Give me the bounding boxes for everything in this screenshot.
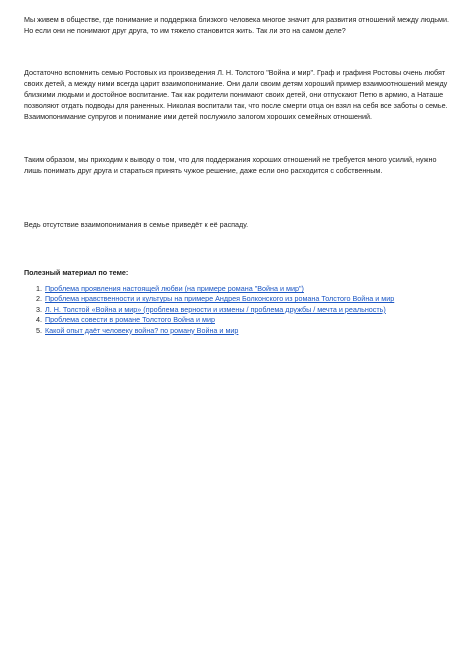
useful-link-5[interactable]: Какой опыт даёт человеку война? по роману Война и мир [45, 325, 239, 335]
useful-material-heading: Полезный материал по теме: [24, 268, 129, 277]
paragraph-final-remark: Ведь отсутствие взаимопонимания в семье приведёт к её распаду. [24, 220, 249, 229]
paragraph-conclusion: Таким образом, мы приходим к выводу о том, что для поддержания хороших отношений не требуется много усилий, нужно лишь понимать друг друга и стараться принять чужое решение, даже если оно расходится с собственным. [24, 155, 437, 175]
list-item [44, 326, 450, 336]
useful-material-list [24, 284, 450, 336]
list-item [44, 315, 450, 325]
useful-link-1[interactable]: Проблема проявления настоящей любви (на примере романа "Война и мир") [45, 284, 304, 293]
list-item [44, 284, 450, 294]
useful-link-2[interactable]: Проблема нравственности и культуры на примере Андрея Болконского из романа Толстого Война и мир [45, 294, 395, 304]
useful-link-4[interactable]: Проблема совести в романе Толстого Война и мир [45, 315, 215, 325]
paragraph-rostov-family: Достаточно вспомнить семью Ростовых из произведения Л. Н. Толстого "Война и мир". Граф и графиня Ростовы очень любят своих детей, а между ними всегда царит взаимопонимание. Они дали своим детям хороший пример взаимоотношений между близкими людьми и достойное воспитание. Так как родители понимают своих детей, они отпускают Петю в армию, а Наташе позволяют отдать подводы для раненных. Николая воспитали так, что после смерти отца он взял на себя все заботы о семье. Взаимопонимание супругов и понимание ими детей послужило залогом хороших семейных отношений. [24, 68, 448, 121]
document-page [24, 14, 450, 336]
useful-link-3[interactable]: Л. Н. Толстой «Война и мир» (проблема верности и измены / проблема дружбы / мечта и реальность) [45, 304, 386, 314]
list-item [44, 305, 450, 315]
paragraph-intro: Мы живем в обществе, где понимание и поддержка близкого человека многое значит для развития отношений между людьми. Но если они не понимают друг друга, то им тяжело становится жить. Так ли это на самом деле? [24, 15, 449, 35]
list-item [44, 294, 450, 304]
